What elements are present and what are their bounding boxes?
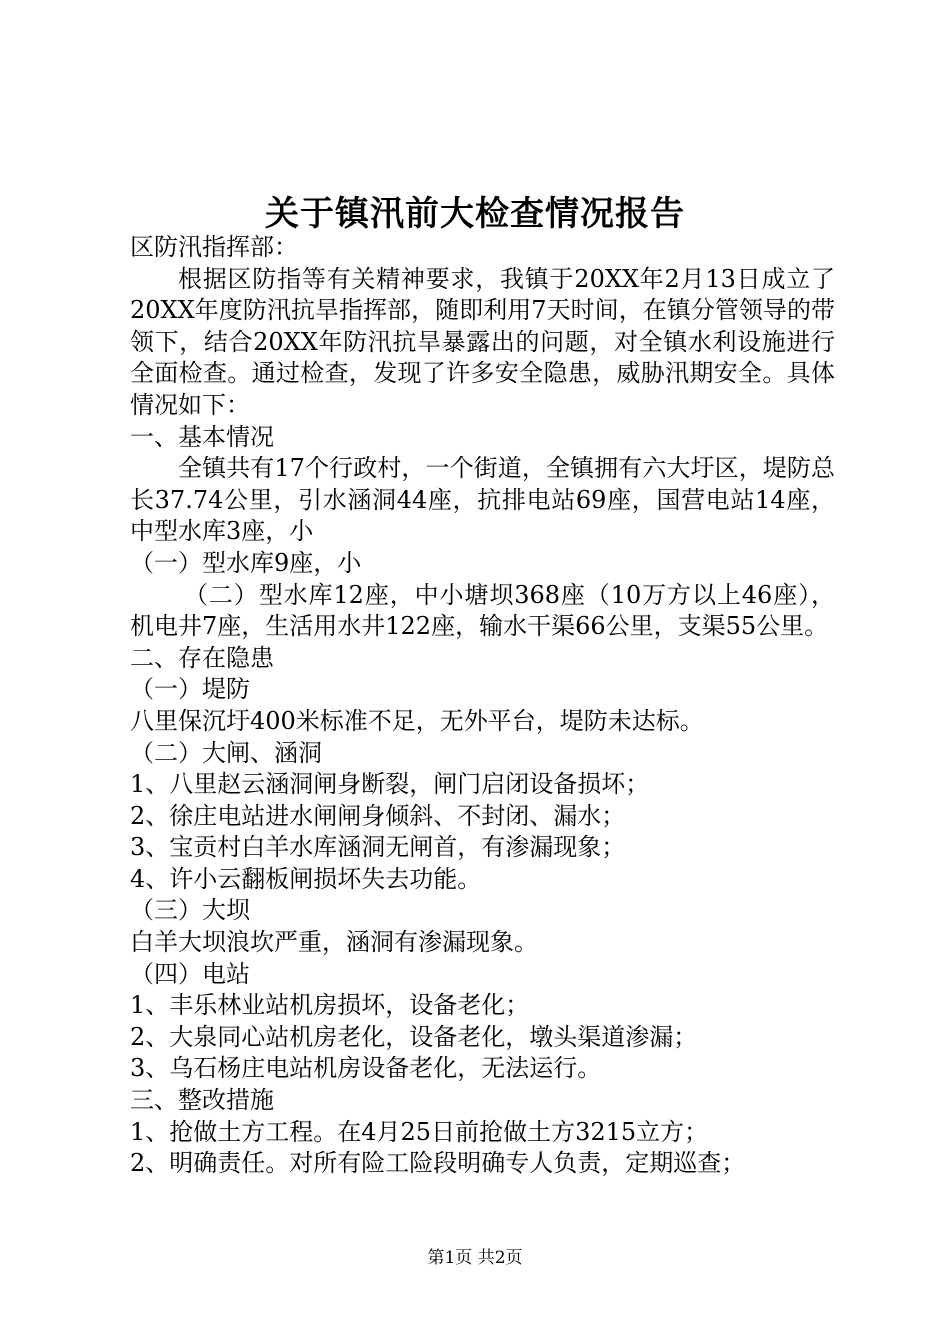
list-item: 1、八里赵云涵洞闸身断裂，闸门启闭设备损坏； bbox=[130, 770, 650, 799]
section-1-paragraph-2: （一）型水库9座，小 bbox=[130, 548, 362, 577]
list-item: 3、乌石杨庄电站机房设备老化，无法运行。 bbox=[130, 1054, 602, 1083]
subsection-sluice-heading: （二）大闸、涵洞 bbox=[130, 738, 322, 767]
subsection-station-heading: （四）电站 bbox=[130, 959, 250, 988]
document-title: 关于镇汛前大检查情况报告 bbox=[265, 194, 685, 234]
list-item: 4、许小云翻板闸损坏失去功能。 bbox=[130, 864, 482, 893]
section-1-paragraph-1: 全镇共有17个行政村，一个街道，全镇拥有六大圩区，堤防总长37.74公里，引水涵洞44座，抗排电站69座，国营电站14座，中型水库3座，小 bbox=[130, 454, 835, 546]
salutation: 区防汛指挥部： bbox=[130, 233, 298, 261]
list-item: 1、丰乐林业站机房损坏，设备老化； bbox=[130, 991, 530, 1020]
section-2-heading: 二、存在隐患 bbox=[130, 643, 274, 672]
list-item: 2、明确责任。对所有险工险段明确专人负责，定期巡查； bbox=[130, 1149, 746, 1178]
document-body bbox=[130, 232, 835, 1180]
subsection-dam-text: 白羊大坝浪坎严重，涵洞有渗漏现象。 bbox=[130, 928, 538, 957]
list-item: 2、徐庄电站进水闸闸身倾斜、不封闭、漏水； bbox=[130, 801, 626, 830]
list-item: 1、抢做土方工程。在4月25日前抢做土方3215立方； bbox=[130, 1117, 709, 1146]
subsection-embankment-heading: （一）堤防 bbox=[130, 675, 250, 704]
page-footer: 第1页 共2页 bbox=[427, 1248, 523, 1268]
section-1-heading: 一、基本情况 bbox=[130, 422, 274, 451]
section-3-heading: 三、整改措施 bbox=[130, 1086, 274, 1115]
list-item: 2、大泉同心站机房老化，设备老化，墩头渠道渗漏； bbox=[130, 1022, 698, 1051]
subsection-embankment-text: 八里保沉圩400米标准不足，无外平台，堤防未达标。 bbox=[130, 706, 704, 735]
list-item: 3、宝贡村白羊水库涵洞无闸首，有渗漏现象； bbox=[130, 833, 626, 862]
subsection-dam-heading: （三）大坝 bbox=[130, 896, 250, 925]
intro-paragraph: 根据区防指等有关精神要求，我镇于20XX年2月13日成立了20XX年度防汛抗旱指挥部，随即利用7天时间，在镇分管领导的带领下，结合20XX年防汛抗旱暴露出的问题，对全镇水利设施进行全面检查。通过检查，发现了许多安全隐患，威胁汛期安全。具体情况如下： bbox=[130, 264, 835, 419]
section-1-paragraph-3: （二）型水库12座，中小塘坝368座（10万方以上46座），机电井7座，生活用水井122座，输水干渠66公里，支渠55公里。 bbox=[130, 580, 835, 641]
